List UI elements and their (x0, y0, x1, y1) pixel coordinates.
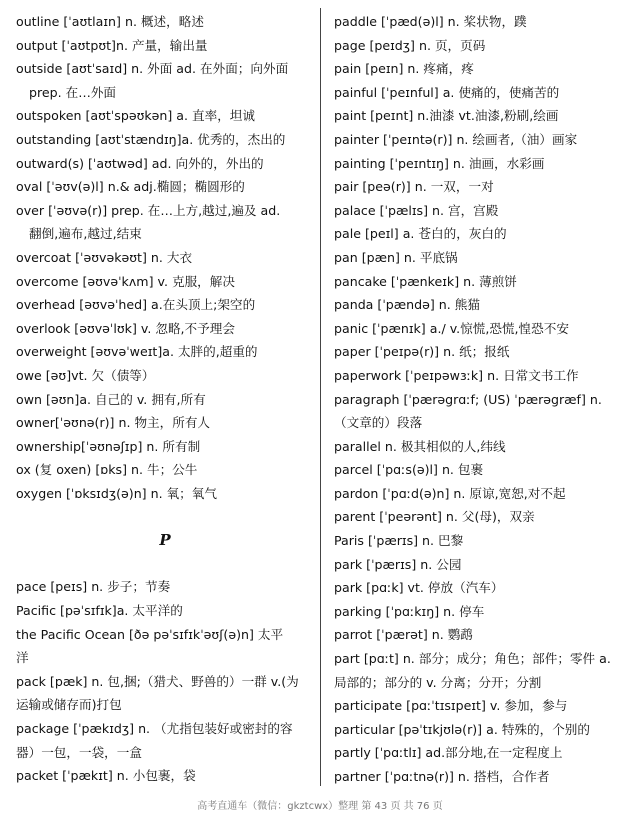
entry-oxygen: oxygen [ˈɒksɪdʒ(ə)n] n. 氧；氧气 (16, 485, 217, 501)
entry-parallel: parallel n. 极其相似的人,纬线 (334, 438, 506, 454)
entry-pair: pair [peə(r)] n. 一双，一对 (334, 179, 494, 195)
entry-pacific-ocean-line1: the Pacific Ocean [ðə pəˈsɪfɪkˈəʊʃ(ə)n] 太平 (16, 626, 284, 642)
entry-overlook: overlook [əʊvəˈlʊk] v. 忽略,不予理会 (16, 320, 235, 336)
entry-pardon: pardon [ˈpɑːd(ə)n] n. 原谅,宽恕,对不起 (334, 485, 566, 501)
page-footer: 高考直通车（微信：gkztcwx）整理 第 43 页 共 76 页 (197, 801, 443, 812)
entry-paint: paint [peɪnt] n.油漆 vt.油漆,粉刷,绘画 (334, 108, 559, 124)
entry-park-noun: park [ˈpærɪs] n. 公园 (334, 556, 462, 572)
right-column (334, 10, 628, 789)
entry-outside-line1: outside [aʊtˈsaɪd] n. 外面 ad. 在外面；向外面 (16, 61, 289, 77)
entry-pacific-ocean (16, 623, 314, 670)
entry-owe: owe [əʊ]vt. 欠（债等） (16, 367, 155, 383)
entry-ox: ox (复 oxen) [ɒks] n. 牛；公牛 (16, 462, 198, 478)
entry-ownership: ownership[ˈəʊnəʃɪp] n. 所有制 (16, 438, 201, 454)
entry-overcome: overcome [əʊvəˈkʌm] v. 克服，解决 (16, 273, 235, 289)
entry-pace: pace [peɪs] n. 步子；节奏 (16, 579, 171, 595)
entry-paragraph (334, 388, 628, 435)
entry-package-line1: package [ˈpækɪdʒ] n. （尤指包装好或密封的容 (16, 721, 293, 737)
entry-overcoat: overcoat [ˈəʊvəkəʊt] n. 大衣 (16, 249, 193, 265)
entry-part-line2: 局部的；部分的 v. 分离；分开；分割 (334, 674, 542, 690)
entry-overweight: overweight [əʊvəˈweɪt]a. 太胖的,超重的 (16, 344, 258, 360)
entry-outwards: outward(s) [ˈaʊtwəd] ad. 向外的，外出的 (16, 155, 264, 171)
entry-part (334, 647, 628, 694)
entry-partly: partly [ˈpɑːtlɪ] ad.部分地,在一定程度上 (334, 745, 563, 761)
entry-palace: palace [ˈpælɪs] n. 宫，宫殿 (334, 202, 499, 218)
entry-pack-line2: 运输或储存而)打包 (16, 697, 122, 713)
entry-overhead: overhead [əʊvəˈhed] a.在头顶上;架空的 (16, 297, 256, 313)
entry-outspoken: outspoken [aʊtˈspəʊkən] a. 直率，坦诚 (16, 108, 255, 124)
entry-paper: paper [ˈpeɪpə(r)] n. 纸；报纸 (334, 344, 510, 360)
entry-panda: panda [ˈpændə] n. 熊猫 (334, 297, 480, 313)
entry-over-line2: 翻倒,遍布,越过,结束 (29, 226, 142, 242)
section-letter-heading: P (159, 531, 171, 550)
entry-parking: parking [ˈpɑːkɪŋ] n. 停车 (334, 603, 485, 619)
column-divider (320, 8, 321, 786)
entry-pack (16, 670, 314, 717)
entry-over (16, 199, 314, 246)
entry-own: own [əʊn]a. 自己的 v. 拥有,所有 (16, 391, 206, 407)
entry-pacific-ocean-line2: 洋 (16, 650, 29, 666)
entry-pancake: pancake [ˈpænkeɪk] n. 薄煎饼 (334, 273, 517, 289)
entry-paperwork: paperwork [ˈpeɪpəwɜːk] n. 日常文书工作 (334, 367, 579, 383)
entry-panic: panic [ˈpænɪk] a./ v.惊慌,恐慌,惶恐不安 (334, 320, 569, 336)
entry-outline: outline [ˈaʊtlaɪn] n. 概述，略述 (16, 14, 204, 29)
entry-paragraph-line1: paragraph [ˈpærəgrɑːf; (US) ˈpærəgræf] n. (334, 391, 602, 407)
entry-outside (16, 57, 314, 104)
entry-pale: pale [peɪl] a. 苍白的，灰白的 (334, 226, 507, 242)
entry-output: output [ˈaʊtpʊt]n. 产量，输出量 (16, 37, 208, 53)
entry-packet: packet [ˈpækɪt] n. 小包裹，袋 (16, 768, 196, 784)
entry-partner: partner [ˈpɑːtnə(r)] n. 搭档，合作者 (334, 769, 550, 784)
entry-participate: participate [pɑːˈtɪsɪpeɪt] v. 参加，参与 (334, 698, 568, 714)
entry-pacific: Pacific [pəˈsɪfɪk]a. 太平洋的 (16, 603, 183, 619)
entry-parcel: parcel [ˈpɑːs(ə)l] n. 包裹 (334, 462, 484, 478)
entry-park-verb: park [pɑːk] vt. 停放（汽车） (334, 580, 504, 596)
entry-paragraph-line2: （文章的）段落 (334, 415, 423, 431)
entry-pack-line1: pack [pæk] n. 包,捆;（猎犬、野兽的）一群 v.(为 (16, 673, 299, 689)
entry-package (16, 717, 314, 764)
left-column (16, 10, 314, 788)
entry-paris: Paris [ˈpærɪs] n. 巴黎 (334, 533, 464, 549)
entry-page: page [peɪdʒ] n. 页，页码 (334, 37, 486, 53)
entry-over-line1: over [ˈəʊvə(r)] prep. 在…上方,越过,遍及 ad. (16, 202, 281, 218)
entry-owner: owner[ˈəʊnə(r)] n. 物主，所有人 (16, 415, 211, 431)
entry-outside-line2: prep. 在…外面 (29, 84, 117, 100)
entry-pan: pan [pæn] n. 平底锅 (334, 249, 458, 265)
entry-part-line1: part [pɑːt] n. 部分；成分；角色；部件；零件 a. (334, 651, 611, 667)
entry-painter: painter [ˈpeɪntə(r)] n. 绘画者,（油）画家 (334, 131, 578, 147)
entry-parent: parent [ˈpeərənt] n. 父(母)，双亲 (334, 509, 535, 525)
entry-painful: painful [ˈpeɪnful] a. 使痛的，使痛苦的 (334, 84, 560, 100)
entry-paddle: paddle [ˈpæd(ə)l] n. 桨状物，蹼 (334, 14, 527, 29)
entry-particular: particular [pəˈtɪkjʊlə(r)] a. 特殊的，个别的 (334, 721, 590, 737)
entry-parrot: parrot [ˈpærət] n. 鹦鹉 (334, 627, 473, 643)
entry-painting: painting [ˈpeɪntɪŋ] n. 油画，水彩画 (334, 155, 545, 171)
entry-pain: pain [peɪn] n. 疼痛，疼 (334, 61, 474, 77)
entry-package-line2: 器）一包，一袋，一盒 (16, 744, 142, 760)
entry-oval: oval [ˈəʊv(ə)l] n.& adj.椭圆；椭圆形的 (16, 179, 245, 195)
entry-outstanding: outstanding [aʊtˈstændɪŋ]a. 优秀的，杰出的 (16, 131, 286, 147)
